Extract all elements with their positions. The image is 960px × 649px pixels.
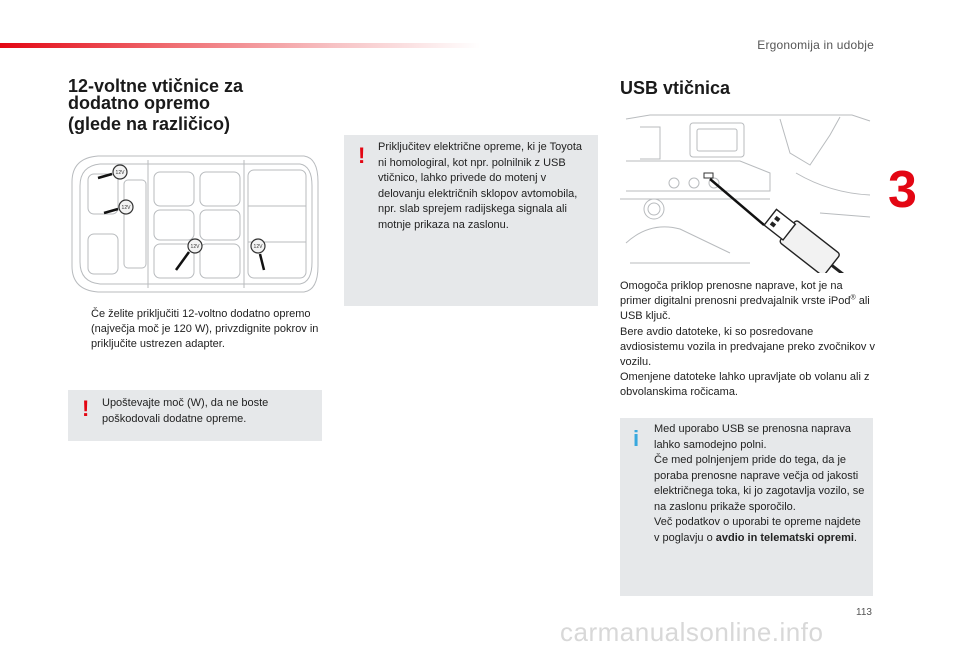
usb-desc-paragraph-3: Omenjene datoteke lahko upravljate ob volanu ali z obvolanskima ročicama. <box>620 371 870 399</box>
info-icon: i <box>633 426 640 451</box>
title-line-1: 12-voltne vtičnice za <box>68 76 244 96</box>
socket-label: 12V <box>121 205 131 211</box>
usb-socket-illustration <box>620 113 873 273</box>
title-line-2: dodatno opremo <box>68 93 210 113</box>
warning-box-power <box>68 390 322 441</box>
socket-label: 12V <box>115 170 125 176</box>
info-line-2: Če med polnjenjem pride do tega, da je poraba prenosne naprave večja od jakosti električnega toka, ki jo zagotavlja vozilo, se na zaslonu prikaže sporočilo. <box>654 454 865 513</box>
warning-icon: ! <box>358 143 366 168</box>
section-title-12v <box>68 78 328 133</box>
desc-text: Omogoča priklop prenosne naprave, kot je na primer digitalni prenosni predvajalnik vrste iPod <box>620 280 851 308</box>
usb-desc-paragraph-1 <box>620 279 876 325</box>
page-number: 113 <box>856 607 872 618</box>
title-line-3: (glede na različico) <box>68 114 231 134</box>
usb-description <box>620 279 876 401</box>
usb-desc-paragraph-2: Bere avdio datoteke, ki so posredovane avdiosistemu vozila in predvajane preko zvočnikov v vozilu. <box>620 325 875 369</box>
socket-label: 12V <box>253 244 263 250</box>
instruction-text: Če želite priključiti 12-voltno dodatno opremo (največja moč je 120 W), privzdignite pokrov in priključite ustrezen adapter. <box>91 308 319 350</box>
info-text <box>654 422 865 546</box>
section-label: Ergonomija in udobje <box>757 38 874 52</box>
section-title-usb: USB vtičnica <box>620 78 731 98</box>
instruction-bullet <box>68 307 322 352</box>
chapter-number: 3 <box>888 161 917 219</box>
info-line-3: Več podatkov o uporabi te opreme najdete v poglavju o <box>654 516 861 544</box>
warning-text: Upoštevajte moč (W), da ne boste poškodovali dodatne opreme. <box>102 397 269 425</box>
registered-mark: ® <box>850 294 856 302</box>
watermark: carmanualsonline.info <box>560 617 824 647</box>
info-bold-link: avdio in telematski opremi <box>715 531 854 544</box>
header-accent-bar <box>0 43 480 48</box>
socket-label: 12V <box>190 244 200 250</box>
info-box-usb <box>620 418 873 596</box>
warning-box-accessories <box>344 135 598 306</box>
warning-text: Priključitev električne opreme, ki je Toyota ni homologiral, kot npr. polnilnik z USB vtičnico, lahko privede do motenj v delovanju električnih sklopov avtomobila, npr. slab sprejem radijskega signala ali motnje prikaza na zaslonu. <box>378 141 582 231</box>
warning-icon: ! <box>82 396 90 421</box>
info-end: . <box>853 531 857 544</box>
vehicle-interior-diagram <box>68 152 322 296</box>
info-line-1: Med uporabo USB se prenosna naprava lahko samodejno polni. <box>654 423 851 451</box>
desc-text: ali USB ključ. <box>620 295 870 323</box>
